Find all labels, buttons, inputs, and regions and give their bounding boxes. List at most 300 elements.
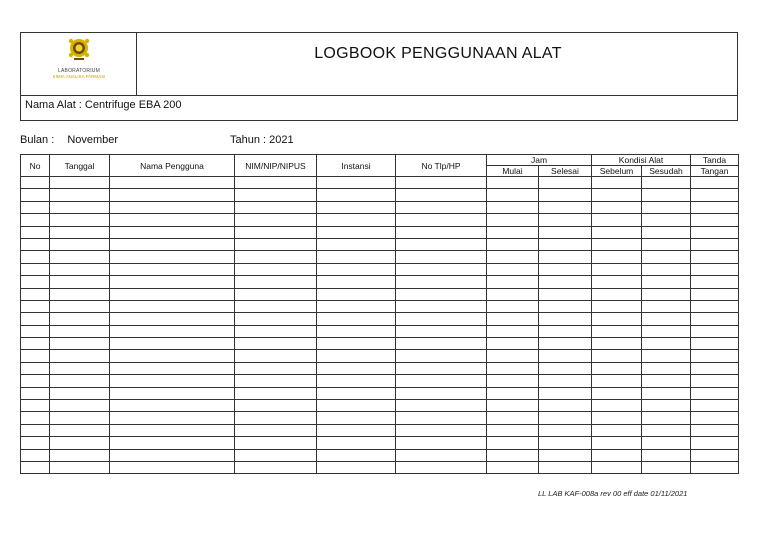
- table-cell[interactable]: [539, 400, 592, 412]
- table-cell[interactable]: [592, 177, 642, 189]
- table-cell[interactable]: [691, 424, 739, 436]
- table-cell[interactable]: [21, 189, 50, 201]
- table-cell[interactable]: [235, 189, 317, 201]
- table-cell[interactable]: [396, 424, 487, 436]
- table-cell[interactable]: [691, 412, 739, 424]
- table-cell[interactable]: [592, 238, 642, 250]
- table-cell[interactable]: [50, 325, 110, 337]
- table-cell[interactable]: [50, 437, 110, 449]
- table-cell[interactable]: [539, 189, 592, 201]
- table-cell[interactable]: [642, 362, 691, 374]
- tahun-value: 2021: [269, 134, 294, 146]
- table-cell[interactable]: [642, 338, 691, 350]
- table-cell[interactable]: [691, 177, 739, 189]
- table-cell[interactable]: [487, 350, 539, 362]
- table-cell[interactable]: [50, 263, 110, 275]
- table-cell[interactable]: [50, 412, 110, 424]
- table-cell[interactable]: [21, 313, 50, 325]
- table-cell[interactable]: [317, 189, 396, 201]
- table-cell[interactable]: [691, 251, 739, 263]
- table-cell[interactable]: [396, 362, 487, 374]
- table-cell[interactable]: [21, 300, 50, 312]
- table-cell[interactable]: [50, 400, 110, 412]
- table-cell[interactable]: [110, 362, 235, 374]
- table-cell[interactable]: [317, 288, 396, 300]
- table-cell[interactable]: [21, 400, 50, 412]
- table-cell[interactable]: [235, 461, 317, 473]
- table-cell[interactable]: [592, 350, 642, 362]
- table-cell[interactable]: [539, 350, 592, 362]
- table-cell[interactable]: [642, 300, 691, 312]
- table-cell[interactable]: [396, 189, 487, 201]
- table-cell[interactable]: [235, 412, 317, 424]
- col-no: No: [21, 155, 50, 177]
- table-cell[interactable]: [691, 288, 739, 300]
- table-cell[interactable]: [396, 300, 487, 312]
- table-cell[interactable]: [21, 449, 50, 461]
- table-cell[interactable]: [539, 201, 592, 213]
- table-cell[interactable]: [691, 226, 739, 238]
- table-cell[interactable]: [317, 400, 396, 412]
- table-cell[interactable]: [539, 375, 592, 387]
- table-cell[interactable]: [642, 387, 691, 399]
- table-cell[interactable]: [539, 313, 592, 325]
- table-cell[interactable]: [235, 214, 317, 226]
- table-cell[interactable]: [110, 189, 235, 201]
- table-cell[interactable]: [642, 238, 691, 250]
- table-cell[interactable]: [110, 263, 235, 275]
- table-cell[interactable]: [50, 189, 110, 201]
- table-cell[interactable]: [21, 412, 50, 424]
- table-cell[interactable]: [642, 177, 691, 189]
- table-cell[interactable]: [21, 201, 50, 213]
- table-row: [21, 300, 739, 312]
- table-cell[interactable]: [592, 189, 642, 201]
- table-cell[interactable]: [235, 226, 317, 238]
- logo-cell: [21, 33, 137, 95]
- tahun-label: Tahun :: [230, 134, 267, 146]
- table-cell[interactable]: [592, 338, 642, 350]
- table-cell[interactable]: [21, 177, 50, 189]
- document-code: LL LAB KAF-008a rev 00 eff date 01/11/2021: [538, 489, 688, 498]
- table-cell[interactable]: [691, 263, 739, 275]
- table-cell[interactable]: [110, 338, 235, 350]
- table-cell[interactable]: [110, 201, 235, 213]
- table-cell[interactable]: [21, 238, 50, 250]
- table-cell[interactable]: [21, 276, 50, 288]
- table-row: [21, 362, 739, 374]
- table-cell[interactable]: [21, 461, 50, 473]
- table-cell[interactable]: [642, 189, 691, 201]
- table-cell[interactable]: [50, 449, 110, 461]
- table-cell[interactable]: [691, 189, 739, 201]
- table-cell[interactable]: [539, 338, 592, 350]
- table-cell[interactable]: [235, 375, 317, 387]
- table-row: [21, 400, 739, 412]
- table-cell[interactable]: [592, 276, 642, 288]
- table-cell[interactable]: [592, 387, 642, 399]
- table-cell[interactable]: [110, 461, 235, 473]
- table-cell[interactable]: [235, 300, 317, 312]
- table-cell[interactable]: [21, 226, 50, 238]
- table-cell[interactable]: [487, 189, 539, 201]
- table-cell[interactable]: [21, 263, 50, 275]
- table-cell[interactable]: [110, 214, 235, 226]
- table-cell[interactable]: [396, 276, 487, 288]
- table-cell[interactable]: [235, 177, 317, 189]
- table-cell[interactable]: [592, 214, 642, 226]
- table-cell[interactable]: [110, 238, 235, 250]
- table-cell[interactable]: [317, 263, 396, 275]
- table-cell[interactable]: [487, 226, 539, 238]
- table-cell[interactable]: [642, 412, 691, 424]
- table-cell[interactable]: [396, 461, 487, 473]
- table-cell[interactable]: [396, 375, 487, 387]
- table-cell[interactable]: [21, 350, 50, 362]
- table-cell[interactable]: [642, 226, 691, 238]
- table-cell[interactable]: [691, 325, 739, 337]
- col-nama-pengguna: Nama Pengguna: [110, 155, 235, 177]
- table-cell[interactable]: [317, 251, 396, 263]
- table-cell[interactable]: [317, 226, 396, 238]
- table-cell[interactable]: [21, 362, 50, 374]
- table-cell[interactable]: [487, 276, 539, 288]
- table-cell[interactable]: [50, 313, 110, 325]
- table-cell[interactable]: [642, 437, 691, 449]
- table-cell[interactable]: [539, 387, 592, 399]
- table-row: [21, 238, 739, 250]
- table-cell[interactable]: [642, 201, 691, 213]
- table-cell[interactable]: [110, 251, 235, 263]
- table-cell[interactable]: [691, 461, 739, 473]
- table-cell[interactable]: [110, 375, 235, 387]
- table-cell[interactable]: [691, 338, 739, 350]
- table-cell[interactable]: [110, 276, 235, 288]
- table-cell[interactable]: [396, 449, 487, 461]
- lab-name: LABORATORIUM: [58, 68, 100, 74]
- table-cell[interactable]: [487, 375, 539, 387]
- table-cell[interactable]: [110, 313, 235, 325]
- table-cell[interactable]: [487, 177, 539, 189]
- table-cell[interactable]: [317, 313, 396, 325]
- table-cell[interactable]: [50, 288, 110, 300]
- table-cell[interactable]: [21, 375, 50, 387]
- table-cell[interactable]: [396, 437, 487, 449]
- table-row: [21, 338, 739, 350]
- alat-label: Nama Alat : Centrifuge EBA 200: [25, 99, 182, 111]
- logbook-body: [21, 177, 739, 474]
- table-cell[interactable]: [487, 238, 539, 250]
- table-cell[interactable]: [487, 201, 539, 213]
- col-jam: Jam: [487, 155, 592, 166]
- table-cell[interactable]: [642, 288, 691, 300]
- table-cell[interactable]: [487, 313, 539, 325]
- table-cell[interactable]: [691, 238, 739, 250]
- university-logo-icon: [67, 37, 91, 65]
- table-cell[interactable]: [396, 400, 487, 412]
- table-cell[interactable]: [691, 387, 739, 399]
- table-cell[interactable]: [110, 325, 235, 337]
- table-cell[interactable]: [592, 251, 642, 263]
- table-cell[interactable]: [487, 300, 539, 312]
- table-cell[interactable]: [317, 424, 396, 436]
- table-cell[interactable]: [691, 449, 739, 461]
- table-cell[interactable]: [396, 226, 487, 238]
- table-cell[interactable]: [487, 263, 539, 275]
- table-cell[interactable]: [235, 449, 317, 461]
- table-cell[interactable]: [50, 338, 110, 350]
- col-tanggal: Tanggal: [50, 155, 110, 177]
- table-cell[interactable]: [396, 387, 487, 399]
- table-cell[interactable]: [642, 350, 691, 362]
- table-cell[interactable]: [539, 226, 592, 238]
- table-cell[interactable]: [396, 313, 487, 325]
- table-cell[interactable]: [691, 350, 739, 362]
- table-cell[interactable]: [592, 375, 642, 387]
- table-cell[interactable]: [487, 400, 539, 412]
- table-cell[interactable]: [110, 288, 235, 300]
- table-cell[interactable]: [235, 263, 317, 275]
- table-cell[interactable]: [235, 313, 317, 325]
- table-cell[interactable]: [50, 300, 110, 312]
- table-cell[interactable]: [592, 461, 642, 473]
- table-cell[interactable]: [396, 201, 487, 213]
- table-cell[interactable]: [691, 437, 739, 449]
- table-cell[interactable]: [110, 350, 235, 362]
- table-cell[interactable]: [317, 449, 396, 461]
- table-cell[interactable]: [21, 251, 50, 263]
- logbook-table: [20, 154, 739, 474]
- table-cell[interactable]: [592, 226, 642, 238]
- table-cell[interactable]: [539, 263, 592, 275]
- table-cell[interactable]: [317, 350, 396, 362]
- table-cell[interactable]: [691, 300, 739, 312]
- bulan-field: [20, 134, 118, 146]
- table-cell[interactable]: [317, 437, 396, 449]
- table-cell[interactable]: [539, 251, 592, 263]
- table-cell[interactable]: [235, 362, 317, 374]
- table-cell[interactable]: [691, 362, 739, 374]
- bulan-value: November: [67, 134, 119, 146]
- table-cell[interactable]: [642, 276, 691, 288]
- table-cell[interactable]: [317, 300, 396, 312]
- table-cell[interactable]: [50, 424, 110, 436]
- table-cell[interactable]: [235, 238, 317, 250]
- table-row: [21, 350, 739, 362]
- table-cell[interactable]: [396, 325, 487, 337]
- table-cell[interactable]: [235, 424, 317, 436]
- table-cell[interactable]: [642, 375, 691, 387]
- table-row: [21, 189, 739, 201]
- table-cell[interactable]: [592, 201, 642, 213]
- table-cell[interactable]: [539, 412, 592, 424]
- table-cell[interactable]: [592, 325, 642, 337]
- table-cell[interactable]: [317, 461, 396, 473]
- table-cell[interactable]: [691, 400, 739, 412]
- table-cell[interactable]: [642, 263, 691, 275]
- table-cell[interactable]: [21, 214, 50, 226]
- table-row: [21, 263, 739, 275]
- table-cell[interactable]: [487, 412, 539, 424]
- table-cell[interactable]: [691, 214, 739, 226]
- table-cell[interactable]: [396, 251, 487, 263]
- table-cell[interactable]: [539, 238, 592, 250]
- table-cell[interactable]: [110, 424, 235, 436]
- table-cell[interactable]: [592, 288, 642, 300]
- table-cell[interactable]: [50, 201, 110, 213]
- table-cell[interactable]: [50, 238, 110, 250]
- col-sesudah: Sesudah: [642, 166, 691, 177]
- table-row: [21, 461, 739, 473]
- table-cell[interactable]: [235, 350, 317, 362]
- table-cell[interactable]: [642, 461, 691, 473]
- table-cell[interactable]: [396, 238, 487, 250]
- table-cell[interactable]: [396, 214, 487, 226]
- table-cell[interactable]: [110, 437, 235, 449]
- table-cell[interactable]: [592, 424, 642, 436]
- table-cell[interactable]: [487, 214, 539, 226]
- table-cell[interactable]: [642, 214, 691, 226]
- table-cell[interactable]: [592, 300, 642, 312]
- table-cell[interactable]: [539, 437, 592, 449]
- table-cell[interactable]: [317, 362, 396, 374]
- table-cell[interactable]: [235, 338, 317, 350]
- table-cell[interactable]: [110, 387, 235, 399]
- table-cell[interactable]: [396, 177, 487, 189]
- table-cell[interactable]: [235, 400, 317, 412]
- table-cell[interactable]: [487, 449, 539, 461]
- table-cell[interactable]: [691, 276, 739, 288]
- table-cell[interactable]: [317, 412, 396, 424]
- lab-subtitle: KIMIA ANALISA FARMASI: [52, 74, 106, 79]
- table-cell[interactable]: [21, 325, 50, 337]
- table-cell[interactable]: [235, 201, 317, 213]
- table-cell[interactable]: [110, 300, 235, 312]
- table-cell[interactable]: [21, 288, 50, 300]
- table-cell[interactable]: [592, 449, 642, 461]
- table-cell[interactable]: [487, 288, 539, 300]
- table-cell[interactable]: [396, 288, 487, 300]
- table-cell[interactable]: [235, 288, 317, 300]
- table-row: [21, 437, 739, 449]
- table-cell[interactable]: [539, 325, 592, 337]
- table-cell[interactable]: [235, 437, 317, 449]
- table-cell[interactable]: [50, 387, 110, 399]
- table-cell[interactable]: [21, 387, 50, 399]
- table-cell[interactable]: [487, 338, 539, 350]
- table-cell[interactable]: [21, 424, 50, 436]
- table-cell[interactable]: [691, 313, 739, 325]
- table-cell[interactable]: [592, 362, 642, 374]
- table-cell[interactable]: [317, 375, 396, 387]
- table-cell[interactable]: [235, 276, 317, 288]
- table-cell[interactable]: [642, 251, 691, 263]
- table-cell[interactable]: [539, 449, 592, 461]
- table-cell[interactable]: [396, 338, 487, 350]
- table-cell[interactable]: [50, 375, 110, 387]
- table-cell[interactable]: [21, 437, 50, 449]
- table-cell[interactable]: [592, 412, 642, 424]
- table-cell[interactable]: [539, 288, 592, 300]
- table-cell[interactable]: [235, 251, 317, 263]
- table-cell[interactable]: [487, 387, 539, 399]
- table-cell[interactable]: [317, 201, 396, 213]
- alat-row: [21, 95, 737, 121]
- table-cell[interactable]: [539, 461, 592, 473]
- table-cell[interactable]: [317, 276, 396, 288]
- table-cell[interactable]: [110, 449, 235, 461]
- table-cell[interactable]: [642, 325, 691, 337]
- table-cell[interactable]: [110, 400, 235, 412]
- col-telp: No Tlp/HP: [396, 155, 487, 177]
- table-cell[interactable]: [487, 437, 539, 449]
- table-cell[interactable]: [110, 177, 235, 189]
- table-cell[interactable]: [235, 387, 317, 399]
- table-cell[interactable]: [21, 338, 50, 350]
- table-cell[interactable]: [317, 387, 396, 399]
- table-cell[interactable]: [642, 313, 691, 325]
- table-cell[interactable]: [539, 276, 592, 288]
- bulan-label: Bulan :: [20, 134, 55, 146]
- table-cell[interactable]: [50, 276, 110, 288]
- table-cell[interactable]: [487, 362, 539, 374]
- table-cell[interactable]: [50, 177, 110, 189]
- table-cell[interactable]: [50, 214, 110, 226]
- table-cell[interactable]: [691, 201, 739, 213]
- table-cell[interactable]: [110, 412, 235, 424]
- col-tanda: Tanda: [691, 155, 739, 166]
- table-cell[interactable]: [539, 362, 592, 374]
- table-cell[interactable]: [50, 350, 110, 362]
- table-cell[interactable]: [396, 350, 487, 362]
- table-cell[interactable]: [317, 214, 396, 226]
- table-cell[interactable]: [539, 300, 592, 312]
- table-cell[interactable]: [539, 177, 592, 189]
- table-cell[interactable]: [317, 325, 396, 337]
- table-cell[interactable]: [487, 461, 539, 473]
- table-cell[interactable]: [110, 226, 235, 238]
- table-cell[interactable]: [642, 449, 691, 461]
- table-row: [21, 251, 739, 263]
- table-cell[interactable]: [235, 325, 317, 337]
- page-title: LOGBOOK PENGGUNAAN ALAT: [314, 45, 562, 62]
- col-kondisi: Kondisi Alat: [592, 155, 691, 166]
- table-cell[interactable]: [592, 313, 642, 325]
- table-cell[interactable]: [691, 375, 739, 387]
- table-cell[interactable]: [539, 214, 592, 226]
- table-cell[interactable]: [396, 263, 487, 275]
- table-cell[interactable]: [592, 400, 642, 412]
- table-cell[interactable]: [317, 238, 396, 250]
- table-cell[interactable]: [487, 424, 539, 436]
- table-cell[interactable]: [642, 424, 691, 436]
- table-cell[interactable]: [396, 412, 487, 424]
- table-row: [21, 375, 739, 387]
- table-cell[interactable]: [50, 461, 110, 473]
- table-cell[interactable]: [642, 400, 691, 412]
- col-mulai: Mulai: [487, 166, 539, 177]
- table-cell[interactable]: [592, 263, 642, 275]
- table-cell[interactable]: [487, 251, 539, 263]
- table-cell[interactable]: [50, 226, 110, 238]
- table-cell[interactable]: [50, 251, 110, 263]
- table-cell[interactable]: [592, 437, 642, 449]
- table-cell[interactable]: [317, 177, 396, 189]
- table-cell[interactable]: [539, 424, 592, 436]
- table-cell[interactable]: [487, 325, 539, 337]
- table-cell[interactable]: [50, 362, 110, 374]
- table-cell[interactable]: [317, 338, 396, 350]
